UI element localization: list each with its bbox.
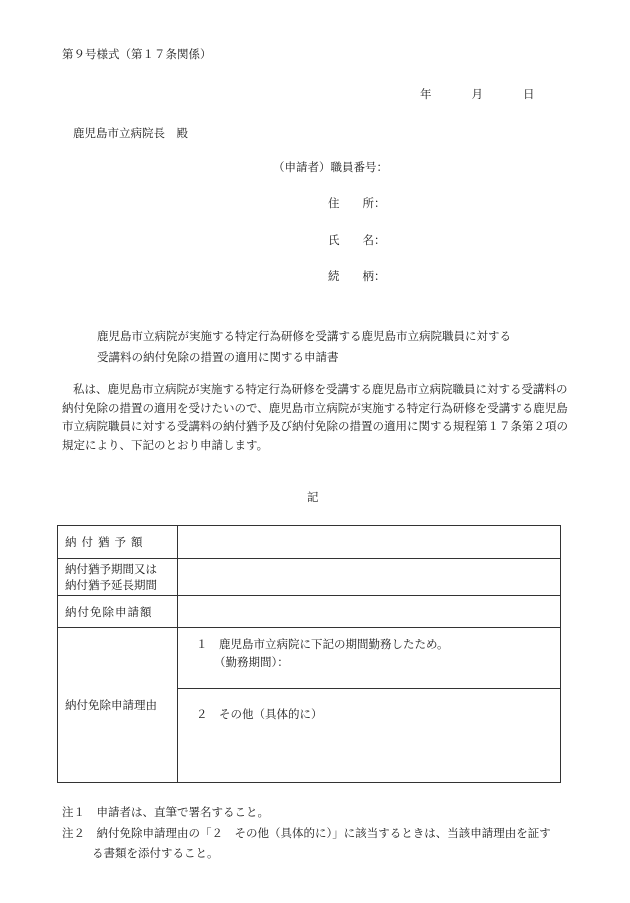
deferral-amount-label: 納付猶予額 xyxy=(58,526,178,559)
applicant-staff-number xyxy=(273,161,388,175)
name-label: 氏 名： xyxy=(328,233,386,247)
reason-2-text: ２ その他（具体的に） xyxy=(196,707,323,721)
date-year-label: 年 xyxy=(420,87,432,101)
reason-1-section[interactable] xyxy=(178,628,560,689)
staff-number-label: 職員番号： xyxy=(330,160,388,174)
date-line xyxy=(420,88,535,102)
reason-2-section[interactable] xyxy=(178,689,560,782)
date-day-label: 日 xyxy=(523,87,535,101)
deferral-period-label xyxy=(58,559,178,596)
application-table xyxy=(57,525,561,783)
reason-1-line-2: （勤務期間）： xyxy=(214,655,289,669)
exemption-reason-label: 納付免除申請理由 xyxy=(58,628,178,783)
deferral-period-label-line-1: 納付猶予期間又は xyxy=(65,562,157,576)
address-label: 住 所： xyxy=(328,196,386,210)
form-number: 第９号様式（第１７条関係） xyxy=(62,47,212,61)
deferral-period-label-line-2: 納付猶予延長期間 xyxy=(65,578,157,592)
exemption-amount-label: 納付免除申請額 xyxy=(58,596,178,628)
applicant-title: （申請者） xyxy=(273,160,331,174)
note-2-line-1: 注２ 納付免除申請理由の「２ その他（具体的に）」に該当するときは、当該申請理由を証す xyxy=(62,825,551,840)
date-month-label: 月 xyxy=(471,87,483,101)
notes xyxy=(62,802,551,864)
deferral-amount-field[interactable] xyxy=(178,526,561,559)
addressee: 鹿児島市立病院長 殿 xyxy=(73,126,188,140)
exemption-reason-cell xyxy=(178,628,561,783)
note-1: 注１ 申請者は、直筆で署名すること。 xyxy=(62,805,269,819)
document-title-line-1: 鹿児島市立病院が実施する特定行為研修を受講する鹿児島市立病院職員に対する xyxy=(97,329,511,343)
note-2-line-2: る書類を添付すること。 xyxy=(92,846,219,860)
document-title-line-2: 受講料の納付免除の措置の適用に関する申請書 xyxy=(97,350,339,364)
relationship-label: 続 柄： xyxy=(328,269,386,283)
deferral-period-field[interactable] xyxy=(178,559,561,596)
body-text: 私は、鹿児島市立病院が実施する特定行為研修を受講する鹿児島市立病院職員に対する受講料の納付免除の措置の適用を受けたいので、鹿児島市立病院が実施する特定行為研修を受講する鹿児島市立病院職員に対する受講料の納付猶予及び納付免除の措置の適用に関する規程第１７条第２項の規定により、下記のとおり申請します。 xyxy=(62,382,568,452)
document-title xyxy=(97,326,511,368)
exemption-amount-field[interactable] xyxy=(178,596,561,628)
reason-1-text xyxy=(196,635,449,671)
reason-1-line-1: １ 鹿児島市立病院に下記の期間勤務したため。 xyxy=(196,637,449,651)
ki-heading: 記 xyxy=(307,490,319,504)
